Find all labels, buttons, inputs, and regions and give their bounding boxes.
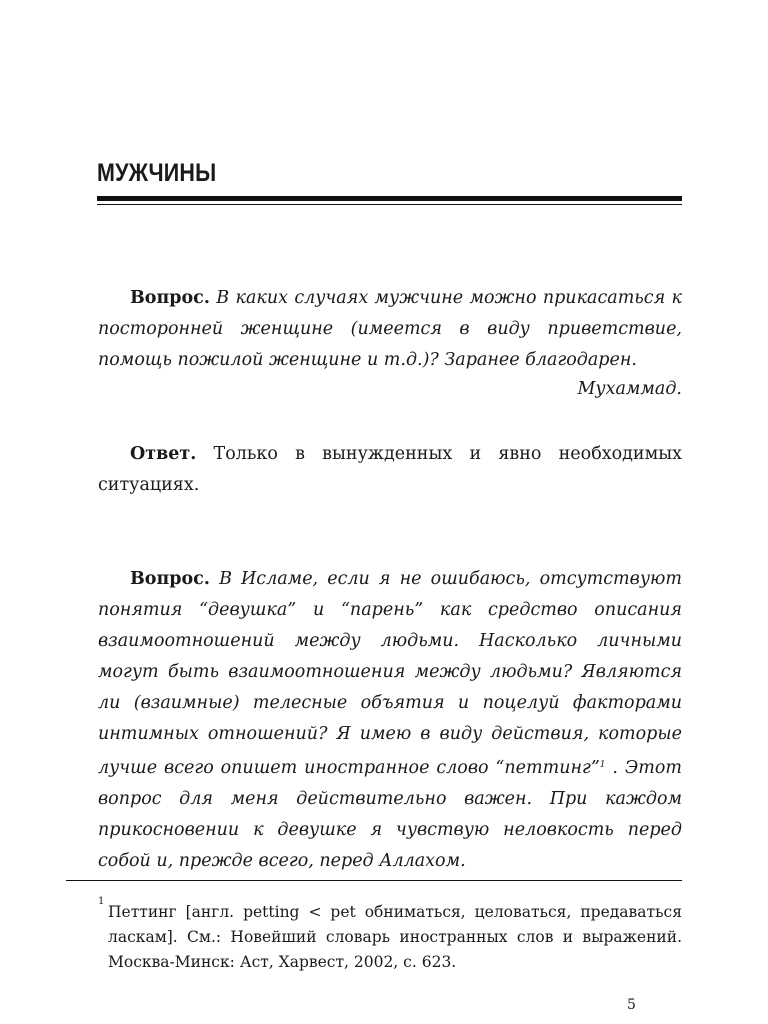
title-rule-thick	[97, 196, 682, 201]
title-rule-thin	[97, 204, 682, 205]
question-1-text: В каких случаях мужчине можно прикасаться к посторонней женщине (имеется в виду приветствие, помощь пожилой женщине и т.д.)? Заранее благодарен.	[98, 288, 682, 370]
footnote-reference[interactable]: 1	[599, 760, 606, 770]
question-1-label: Вопрос.	[130, 288, 210, 308]
answer-1-label: Ответ.	[130, 444, 197, 464]
chapter-title: МУЖЧИНЫ	[97, 159, 217, 187]
question-2-label: Вопрос.	[130, 569, 210, 589]
footnote-separator	[66, 880, 682, 881]
question-2-text-part2: . Этот вопрос для меня действительно важен. При каждом прикосновении к девушке я чувствую неловкость перед собой и, прежде всего, перед Аллахом.	[98, 758, 682, 871]
question-1	[98, 283, 682, 376]
answer-1-text: Только в вынужденных и явно необходимых ситуациях.	[98, 444, 682, 495]
question-1-signature: Мухаммад.	[577, 379, 682, 399]
footnote-mark: 1	[98, 896, 105, 907]
page-number: 5	[627, 997, 636, 1013]
question-2-text-part1: В Исламе, если я не ошибаюсь, отсутствуют понятия “девушка” и “парень” как средство описания взаимоотношений между людьми. Насколько личными могут быть взаимоотношения между людьми? Являются ли (взаимные) телесные объятия и поцелуй факторами интимных отношений? Я имею в виду действия, которые лучше всего опишет иностранное слово “петтинг”	[98, 569, 682, 778]
question-2	[98, 564, 682, 877]
answer-1	[98, 439, 682, 501]
footnote-text: Петтинг [англ. petting < pet обниматься, целоваться, предаваться ласкам]. См.: Новейший словарь иностранных слов и выражений. Москва-Минск: Аст, Харвест, 2002, с. 623.	[108, 903, 682, 971]
